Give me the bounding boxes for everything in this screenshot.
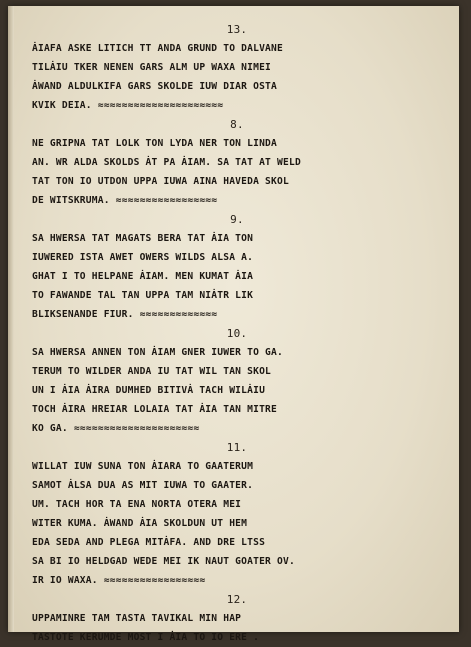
manuscript-line: GHAT I TO HELPANE ȦIAM. MEN KUMAT ȦIA [32,271,254,282]
manuscript-line: IUWERED ISTA AWET OWERS WILDS ALSA A. [32,252,254,263]
manuscript-line: SAMOT ȦLSA DUA AS MIT IUWA TO GAATER. [32,480,254,491]
manuscript-line: TOCH ȦIRA HREIAR LOLAIA TAT ȦIA TAN MITRE [32,404,278,415]
manuscript-line: KVIK DEIA. ≈≈≈≈≈≈≈≈≈≈≈≈≈≈≈≈≈≈≈≈≈ [32,100,224,111]
manuscript-line: IR IO WAXA. ≈≈≈≈≈≈≈≈≈≈≈≈≈≈≈≈≈ [32,575,206,586]
page-binding-edge [8,6,14,632]
manuscript-line: TASTOTE KERUMDE MOST I ȦIA TO IO ERE . [32,632,260,643]
manuscript-line: NE GRIPNA TAT LOLK TON LYDA NER TON LINDA [32,138,278,149]
manuscript-line: ȦIAFA ASKE LITICH TT ANDA GRUND TO DALVANE [32,43,283,54]
manuscript-page [8,6,459,643]
manuscript-line: BLIKSENANDE FIUR. ≈≈≈≈≈≈≈≈≈≈≈≈≈ [32,309,218,320]
manuscript-line: TAT TON IO UTDON UPPA IUWA AINA HAVEDA SKOL [32,176,289,187]
manuscript-line: TO FAWANDE TAL TAN UPPA TAM NIȦTR LIK [32,290,254,301]
section-number: 9. [230,213,244,226]
manuscript-line: DE WITSKRUMA. ≈≈≈≈≈≈≈≈≈≈≈≈≈≈≈≈≈ [32,195,218,206]
section-number: 11. [226,441,248,454]
manuscript-text [32,20,442,647]
manuscript-line: TERUM TO WILDER ANDA IU TAT WIL TAN SKOL [32,366,272,377]
manuscript-line: ȦWAND ALDULKIFA GARS SKOLDE IUW DIAR OSTA [32,81,278,92]
manuscript-line: SA HWERSA TAT MAGATS BERA TAT ȦIA TON [32,233,254,244]
manuscript-line: UM. TACH HOR TA ENA NORTA OTERA MEI [32,499,242,510]
manuscript-line: UPPAMINRE TAM TASTA TAVIKAL MIN HAP [32,613,242,624]
manuscript-line: SA BI IO HELDGAD WEDE MEI IK NAUT GOATER OV. [32,556,295,567]
section-number: 12. [226,593,248,606]
manuscript-line: AN. WR ALDA SKOLDS ȦT PA ȦIAM. SA TAT AT WELD [32,157,301,168]
section-number: 8. [230,118,244,131]
manuscript-line: KO GA. ≈≈≈≈≈≈≈≈≈≈≈≈≈≈≈≈≈≈≈≈≈ [32,423,200,434]
manuscript-line: WILLAT IUW SUNA TON ȦIARA TO GAATERUM [32,461,254,472]
manuscript-line: SA HWERSA ANNEN TON ȦIAM GNER IUWER TO GA. [32,347,283,358]
page-number: 13. [226,23,248,36]
manuscript-line: TILȦIU TKER NENEN GARS ALM UP WAXA NIMEI [32,62,272,73]
manuscript-line: WITER KUMA. ȦWAND ȦIA SKOLDUN UT HEM [32,518,248,529]
manuscript-line: EDA SEDA AND PLEGA MITȦFA. AND DRE LTSS [32,537,266,548]
manuscript-line: UN I ȦIA ȦIRA DUMHED BITIVȦ TACH WILȦIU [32,385,266,396]
section-number: 10. [226,327,248,340]
